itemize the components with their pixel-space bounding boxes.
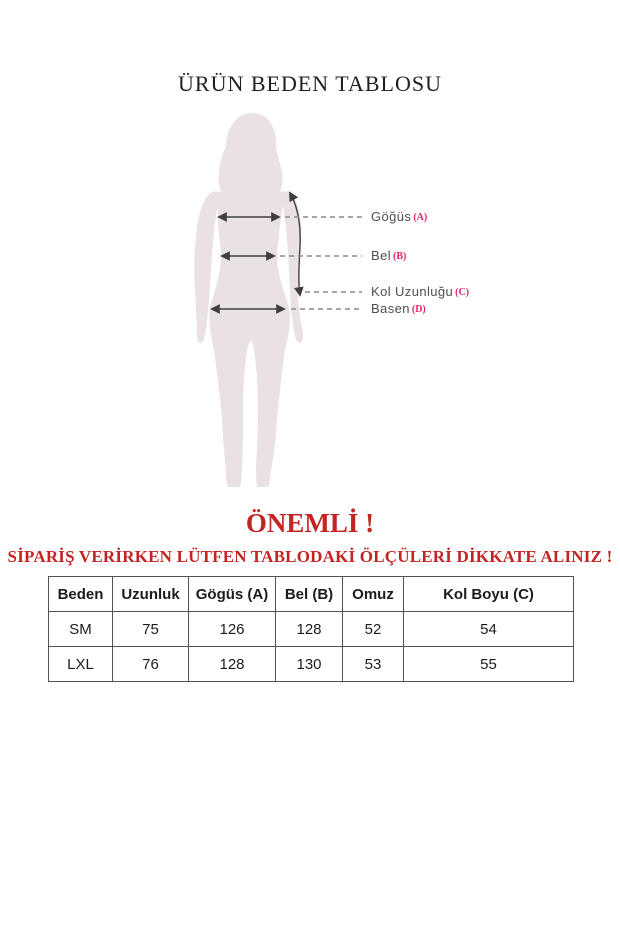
table-cell: 126 bbox=[189, 612, 276, 647]
measurement-code: (A) bbox=[413, 212, 428, 223]
measurement-label-text: Basen bbox=[371, 301, 410, 316]
header-cell-kol-boyu: Kol Boyu (C) bbox=[404, 577, 574, 612]
table-cell: 75 bbox=[113, 612, 189, 647]
measurement-code: (D) bbox=[411, 304, 426, 315]
size-table-header-row bbox=[49, 577, 574, 612]
measurement-code: (B) bbox=[393, 251, 407, 262]
table-cell: 53 bbox=[343, 647, 404, 682]
header-cell-uzunluk: Uzunluk bbox=[113, 577, 189, 612]
measurement-label-arm-length bbox=[371, 284, 469, 301]
header-cell-omuz: Omuz bbox=[343, 577, 404, 612]
size-table bbox=[48, 576, 574, 682]
size-row-lxl bbox=[49, 647, 574, 682]
order-warning-text: SİPARİŞ VERİRKEN LÜTFEN TABLODAKİ ÖLÇÜLERİ DİKKATE ALINIZ ! bbox=[7, 547, 613, 566]
measurement-label-text: Göğüs bbox=[371, 209, 412, 224]
table-cell: 54 bbox=[404, 612, 574, 647]
size-row-sm bbox=[49, 612, 574, 647]
table-cell: LXL bbox=[49, 647, 113, 682]
measurement-label-text: Bel bbox=[371, 248, 391, 263]
table-cell: 128 bbox=[276, 612, 343, 647]
header-cell-bel: Bel (B) bbox=[276, 577, 343, 612]
table-cell: SM bbox=[49, 612, 113, 647]
table-cell: 52 bbox=[343, 612, 404, 647]
measurement-label-hip bbox=[371, 301, 426, 318]
table-cell: 76 bbox=[113, 647, 189, 682]
table-cell: 128 bbox=[189, 647, 276, 682]
header-cell-gogus: Gögüs (A) bbox=[189, 577, 276, 612]
table-cell: 55 bbox=[404, 647, 574, 682]
body-silhouette bbox=[194, 113, 303, 487]
measurement-label-chest bbox=[371, 209, 427, 226]
header-cell-beden: Beden bbox=[49, 577, 113, 612]
measurement-label-waist bbox=[371, 248, 406, 265]
measurement-code: (C) bbox=[455, 287, 470, 298]
page-title: ÜRÜN BEDEN TABLOSU bbox=[178, 71, 442, 96]
important-heading: ÖNEMLİ ! bbox=[245, 508, 375, 538]
measurement-label-text: Kol Uzunluğu bbox=[371, 284, 454, 299]
table-cell: 130 bbox=[276, 647, 343, 682]
